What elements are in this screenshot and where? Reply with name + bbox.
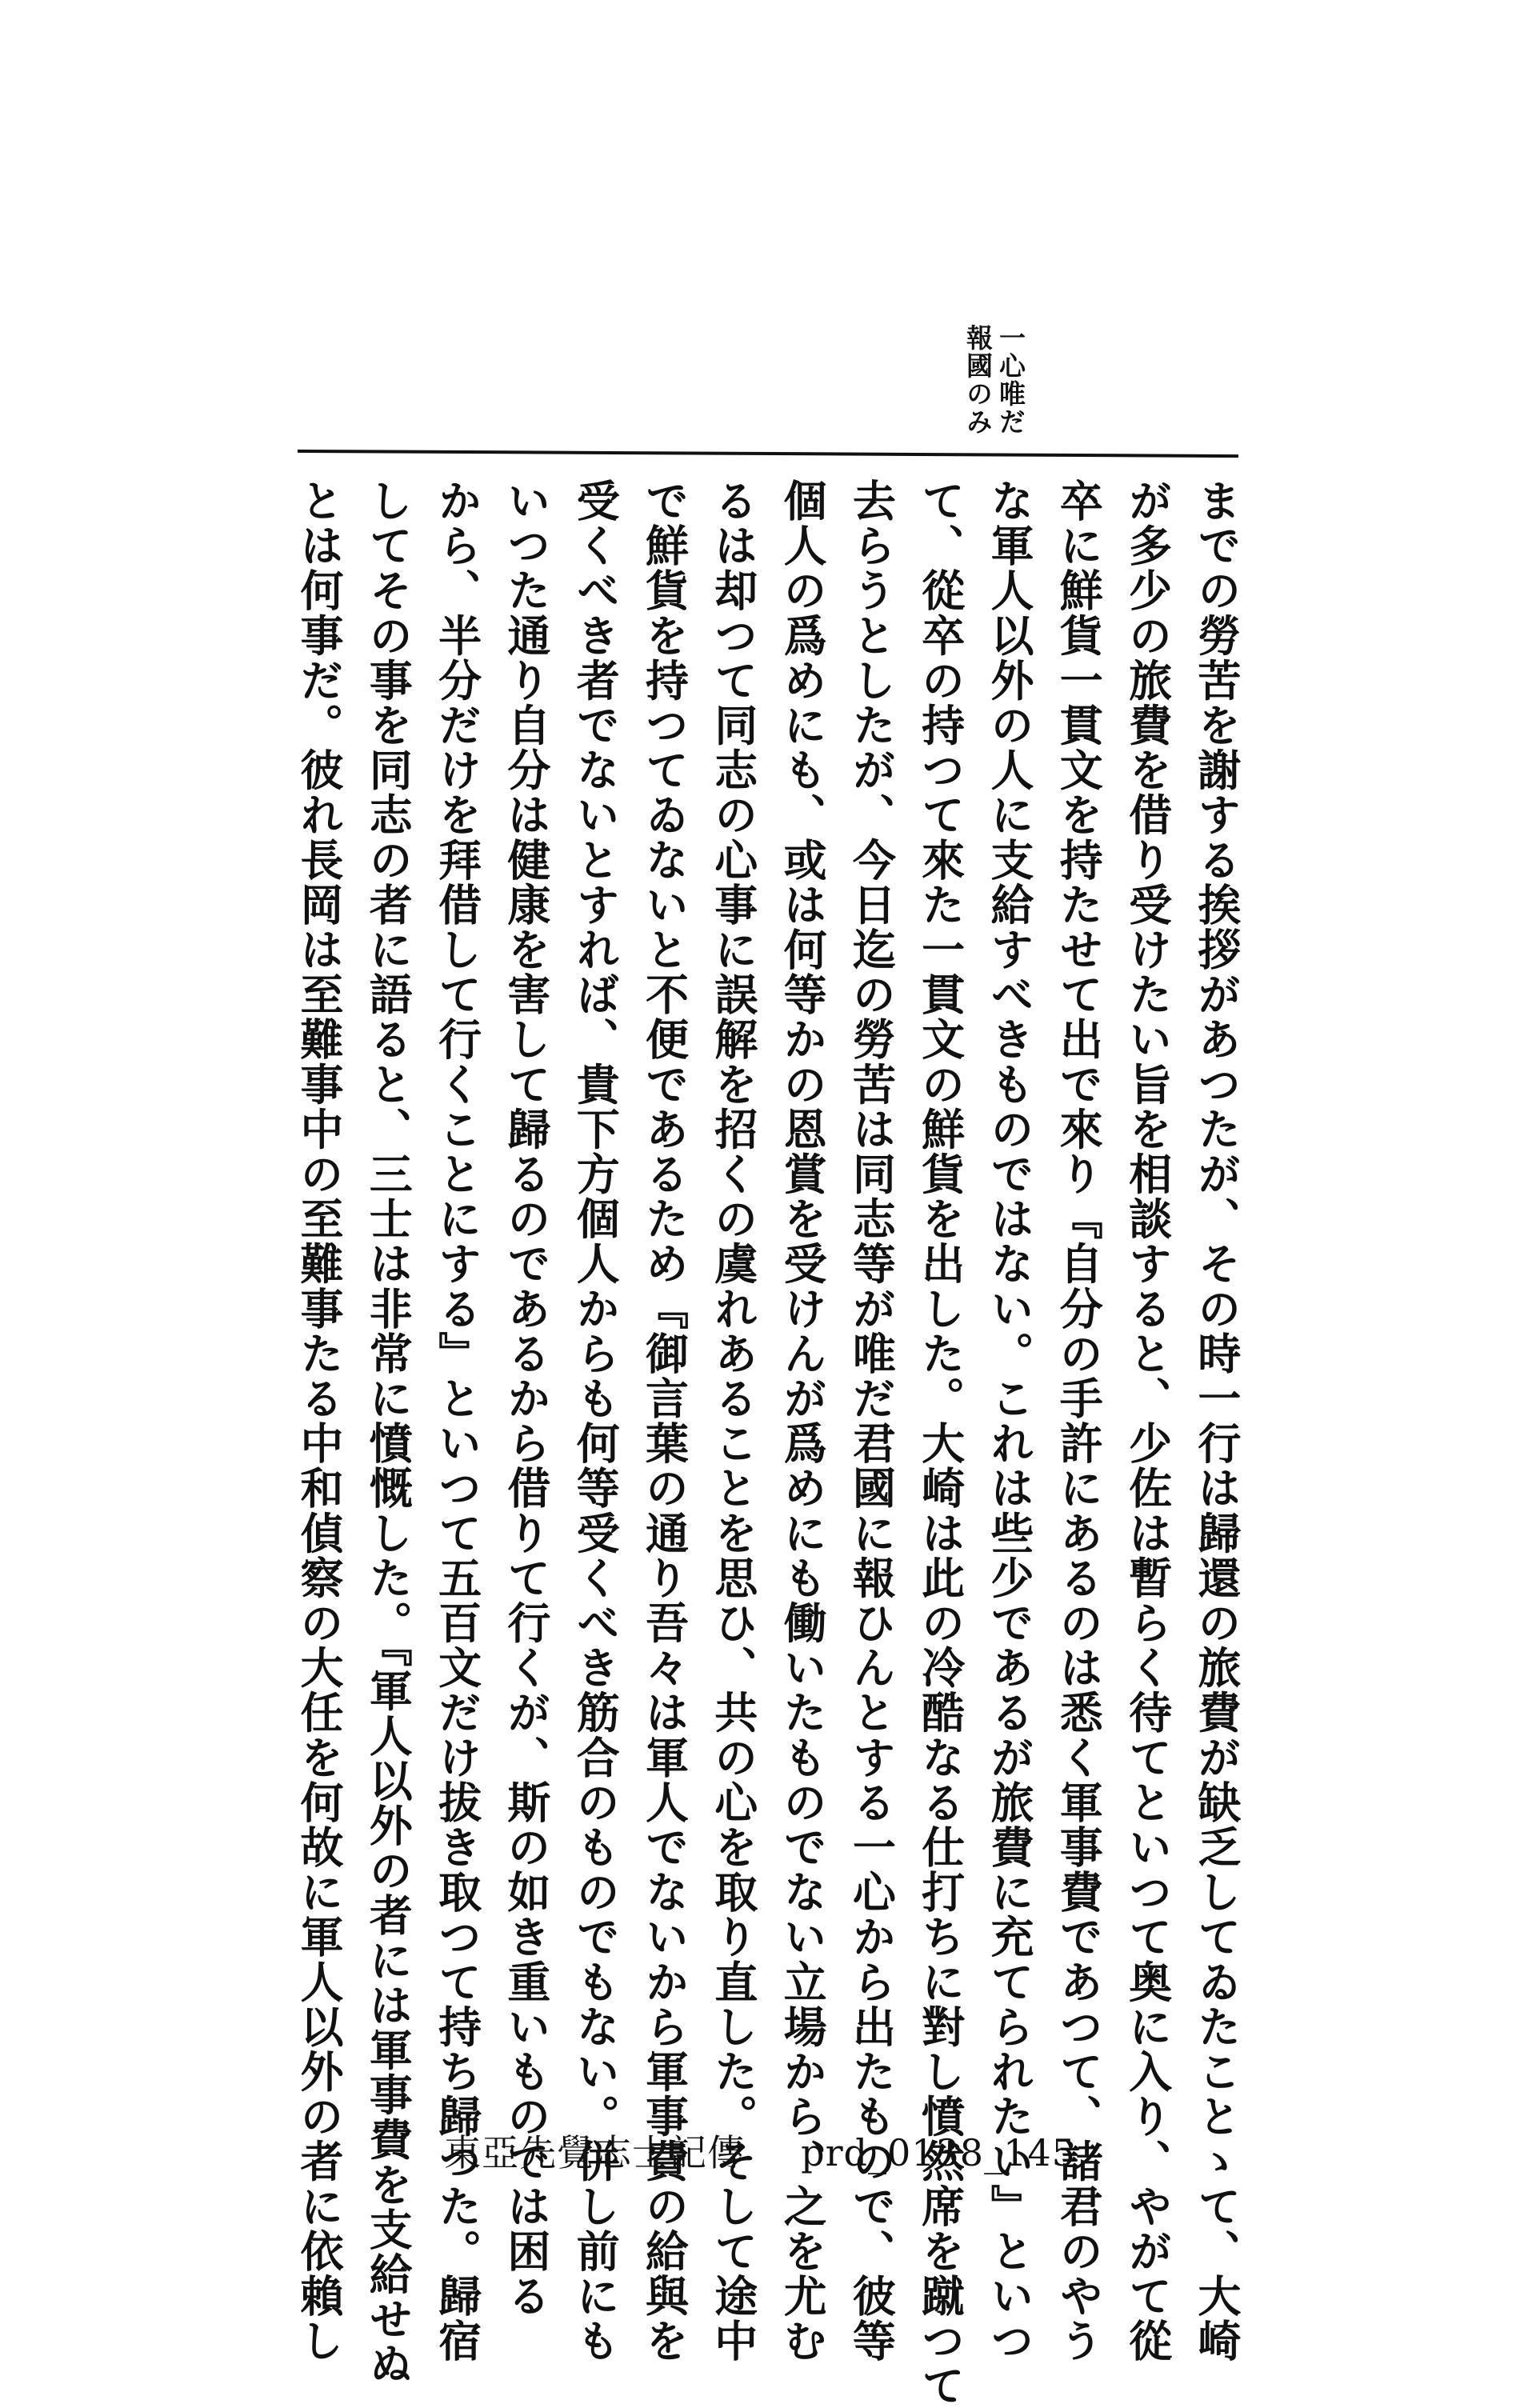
text-column-2: が多少の旅費を借り受けたい旨を相談すると、少佐は暫らく待てといつて奥に入り、やがて從 [1122, 478, 1174, 2364]
text-column-7: 個人の爲めにも、或は何等かの恩賞を受けんが爲めにも働いたものでない立場から、之を尤む [777, 478, 829, 2364]
text-column-8: るは却つて同志の心事に誤解を招くの虞れあることを思ひ、共の心を取り直した。そして途中 [707, 478, 759, 2364]
text-column-12: から、半分だけを拜借して行くことにする』といつて五百文だけ拔き取つて持ち歸つた。歸宿 [431, 478, 483, 2364]
text-column-4: な軍人以外の人に支給すべきものではない。これは些少であるが旅費に充てられたい』といつ [983, 478, 1035, 2364]
text-column-10: 受くべき者でないとすれば、貴下方個人からも何等受くべき筋合のものでもない。併し前にも [570, 478, 622, 2364]
running-head-line-1: 一心唯だ [995, 324, 1026, 436]
running-head [806, 324, 1024, 436]
header-rule [298, 450, 1238, 458]
text-column-5: て、從卒の持つて來た一貫文の鮮貨を出した。大崎は此の冷酷なる仕打ちに對し憤然席を蹴つて [914, 478, 966, 2408]
text-column-3: 卒に鮮貨一貫文を持たせて出で來り『自分の手許にあるのは悉く軍事費であつて、諸君のやう [1053, 478, 1105, 2364]
text-column-14: とは何事だ。彼れ長岡は至難事中の至難事たる中和偵察の大任を何故に軍人以外の者に依賴し [294, 478, 345, 2364]
text-column-11: いつた通り自分は健康を害して歸るのであるから借りて行くが、斯の如き重いものでは困る [500, 478, 552, 2319]
text-column-13: してその事を同志の者に語ると、三士は非常に憤慨した。『軍人以外の者には軍事費を支給せぬ [362, 478, 414, 2387]
text-column-1: までの勞苦を謝する挨拶があつたが、その時一行は歸還の旅費が缺乏してゐたことゝて、大崎 [1190, 478, 1242, 2364]
running-head-line-2: 報國のみ [962, 324, 994, 436]
footer-code: prd_0138_145 [801, 2131, 1076, 2174]
text-column-6: 去らうとしたが、今日迄の勞苦は同志等が唯だ君國に報ひんとする一心から出たもので、彼等 [846, 478, 898, 2364]
text-column-9: で鮮貨を持つてゐないと不便であるため『御言葉の通り吾々は軍人でないから軍事費の給與を [638, 478, 690, 2364]
footer-title: 東亞先覺志士記傳 [444, 2131, 746, 2174]
footer-caption [0, 2124, 1520, 2177]
